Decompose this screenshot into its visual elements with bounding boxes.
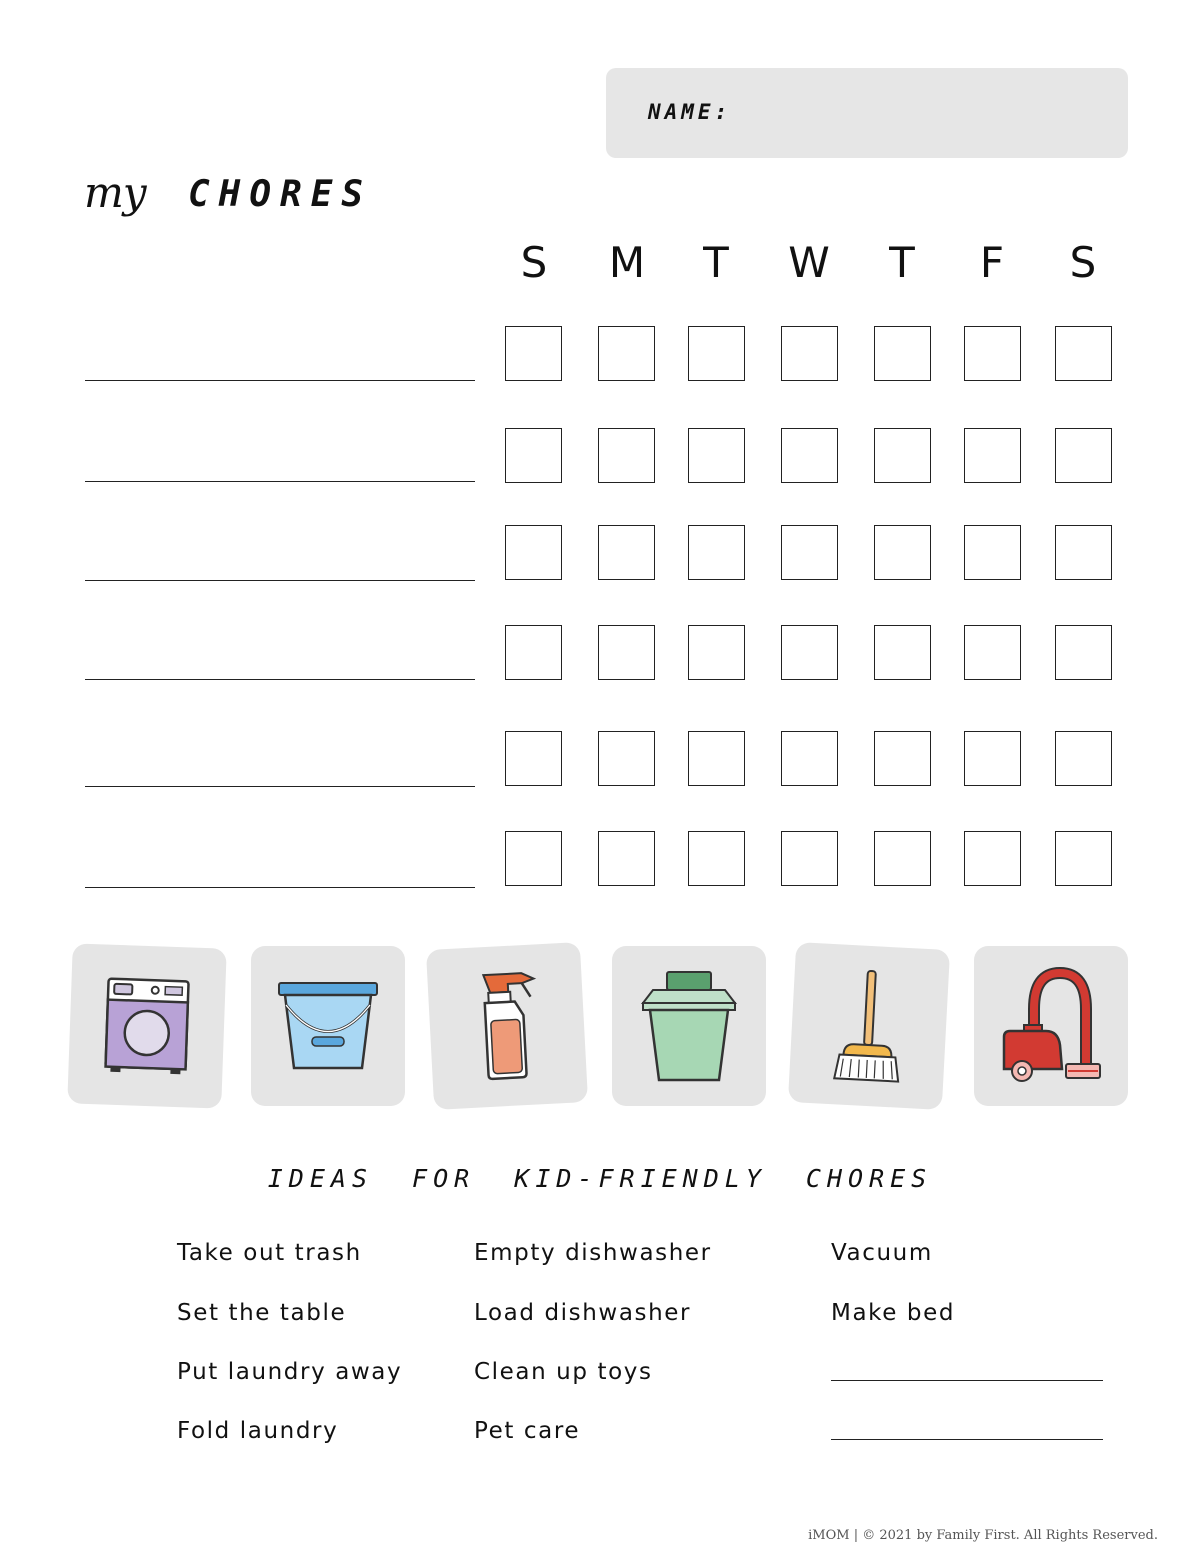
spray-bottle-card bbox=[426, 942, 588, 1110]
idea-item: Take out trash bbox=[177, 1240, 362, 1266]
chore-checkbox[interactable] bbox=[505, 831, 562, 886]
chore-checkbox[interactable] bbox=[964, 625, 1021, 680]
chore-checkbox[interactable] bbox=[781, 731, 838, 786]
chore-checkbox[interactable] bbox=[964, 525, 1021, 580]
chore-checkbox[interactable] bbox=[964, 831, 1021, 886]
bucket-card bbox=[251, 946, 405, 1106]
chore-checkbox[interactable] bbox=[874, 525, 931, 580]
chore-name-line[interactable] bbox=[85, 679, 475, 680]
chore-checkbox[interactable] bbox=[505, 525, 562, 580]
chore-checkbox[interactable] bbox=[505, 731, 562, 786]
chore-checkbox[interactable] bbox=[688, 625, 745, 680]
chore-checkbox[interactable] bbox=[964, 731, 1021, 786]
chore-checkbox[interactable] bbox=[781, 326, 838, 381]
chore-checkbox[interactable] bbox=[781, 831, 838, 886]
chore-name-line[interactable] bbox=[85, 786, 475, 787]
chore-checkbox[interactable] bbox=[505, 428, 562, 483]
washing-machine-icon bbox=[102, 976, 191, 1077]
bucket-icon bbox=[276, 980, 380, 1072]
broom-card bbox=[788, 942, 950, 1110]
chore-name-line[interactable] bbox=[85, 580, 475, 581]
chore-checkbox[interactable] bbox=[1055, 625, 1112, 680]
chore-checkbox[interactable] bbox=[598, 525, 655, 580]
copyright-footer: iMOM | © 2021 by Family First. All Rights Reserved. bbox=[808, 1528, 1158, 1543]
trash-bin-icon bbox=[639, 969, 739, 1083]
day-header-wednesday: W bbox=[788, 238, 830, 287]
idea-item: Pet care bbox=[474, 1418, 581, 1444]
day-header-friday: F bbox=[979, 238, 1005, 287]
spray-bottle-icon bbox=[469, 968, 545, 1084]
chore-checkbox[interactable] bbox=[598, 428, 655, 483]
chore-checkbox[interactable] bbox=[688, 831, 745, 886]
chore-checkbox[interactable] bbox=[874, 831, 931, 886]
chore-checkbox[interactable] bbox=[688, 525, 745, 580]
chore-checkbox[interactable] bbox=[874, 731, 931, 786]
idea-item: Clean up toys bbox=[474, 1359, 653, 1385]
chore-checkbox[interactable] bbox=[1055, 326, 1112, 381]
idea-item: Empty dishwasher bbox=[474, 1240, 712, 1266]
day-header-tuesday: T bbox=[703, 238, 729, 287]
chore-checkbox[interactable] bbox=[598, 326, 655, 381]
chore-checkbox[interactable] bbox=[1055, 525, 1112, 580]
day-header-thursday: T bbox=[889, 238, 915, 287]
chore-checkbox[interactable] bbox=[598, 625, 655, 680]
chore-checkbox[interactable] bbox=[874, 625, 931, 680]
chore-checkbox[interactable] bbox=[688, 428, 745, 483]
idea-blank-line[interactable] bbox=[831, 1439, 1103, 1440]
day-header-sunday: S bbox=[520, 238, 548, 287]
chore-name-line[interactable] bbox=[85, 887, 475, 888]
title-my: my bbox=[84, 168, 146, 217]
page-title: CHORES bbox=[188, 174, 373, 215]
idea-item: Load dishwasher bbox=[474, 1300, 692, 1326]
chore-checkbox[interactable] bbox=[964, 428, 1021, 483]
idea-item: Make bed bbox=[831, 1300, 956, 1326]
idea-item: Fold laundry bbox=[177, 1418, 339, 1444]
trash-bin-card bbox=[612, 946, 766, 1106]
chore-checkbox[interactable] bbox=[1055, 731, 1112, 786]
day-header-monday: M bbox=[608, 238, 646, 287]
idea-item: Set the table bbox=[177, 1300, 347, 1326]
day-header-saturday: S bbox=[1069, 238, 1097, 287]
washing-machine-card bbox=[67, 943, 226, 1108]
chore-checkbox[interactable] bbox=[505, 326, 562, 381]
chore-checkbox[interactable] bbox=[781, 625, 838, 680]
chore-checkbox[interactable] bbox=[598, 731, 655, 786]
chore-checkbox[interactable] bbox=[598, 831, 655, 886]
idea-item: Vacuum bbox=[831, 1240, 933, 1266]
vacuum-cleaner-icon bbox=[1000, 967, 1102, 1085]
chore-checkbox[interactable] bbox=[505, 625, 562, 680]
chore-checkbox[interactable] bbox=[1055, 428, 1112, 483]
name-label: NAME: bbox=[648, 100, 732, 124]
chore-checkbox[interactable] bbox=[1055, 831, 1112, 886]
chore-checkbox[interactable] bbox=[874, 428, 931, 483]
chore-name-line[interactable] bbox=[85, 380, 475, 381]
chore-name-line[interactable] bbox=[85, 481, 475, 482]
idea-blank-line[interactable] bbox=[831, 1380, 1103, 1381]
chore-checkbox[interactable] bbox=[781, 525, 838, 580]
vacuum-cleaner-card bbox=[974, 946, 1128, 1106]
idea-item: Put laundry away bbox=[177, 1359, 403, 1385]
chore-checkbox[interactable] bbox=[688, 731, 745, 786]
chore-checkbox[interactable] bbox=[874, 326, 931, 381]
chore-checkbox[interactable] bbox=[688, 326, 745, 381]
broom-icon bbox=[828, 966, 910, 1086]
ideas-heading: IDEAS FOR KID-FRIENDLY CHORES bbox=[267, 1164, 933, 1193]
chore-checkbox[interactable] bbox=[781, 428, 838, 483]
chore-checkbox[interactable] bbox=[964, 326, 1021, 381]
